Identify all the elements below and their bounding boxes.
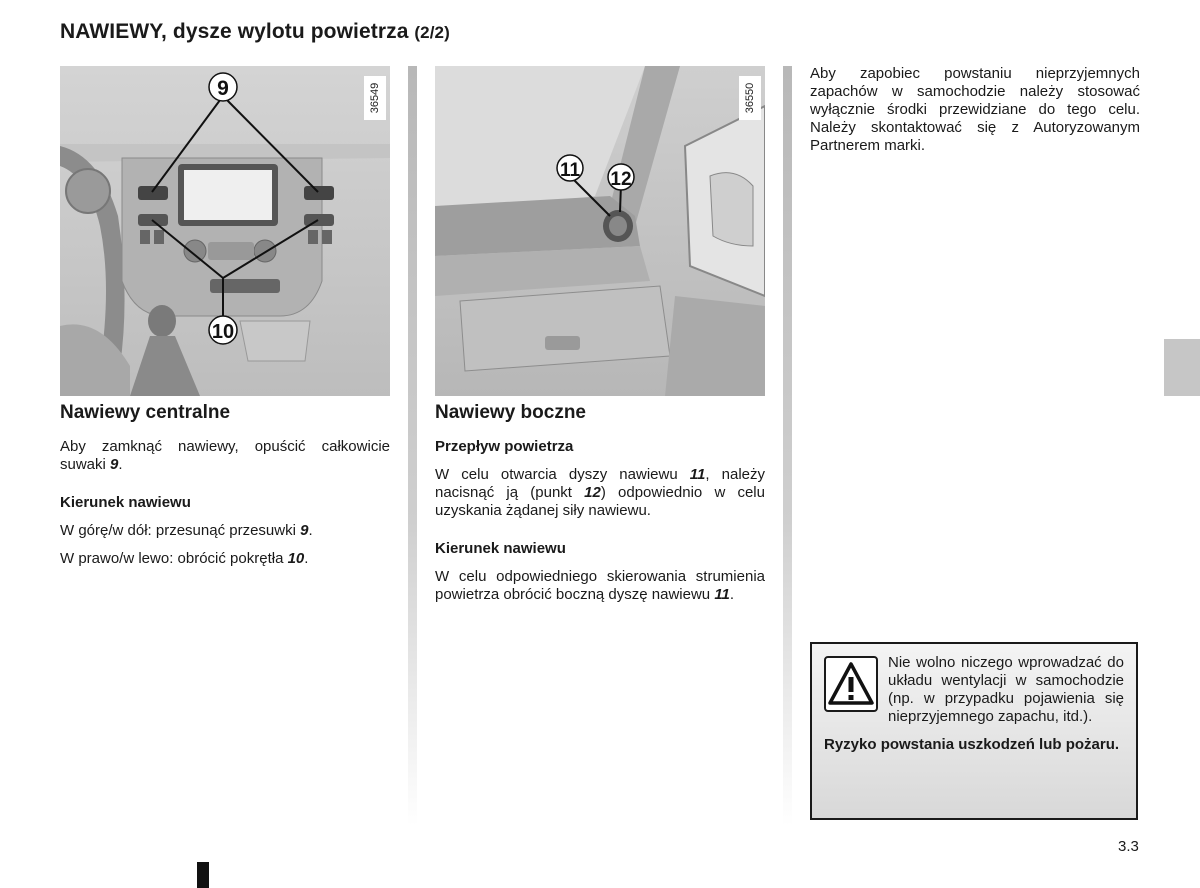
paragraph: Aby zamknąć nawiewy, opuścić całkowicie suwaki 9. [60,438,390,473]
subheading-direction: Kierunek nawiewu [435,540,566,557]
left-column [60,404,390,578]
section-heading-side: Nawiewy boczne [435,402,586,423]
warning-box [810,642,1138,820]
figure-central-vents [60,66,390,396]
chapter-tab [1164,339,1200,396]
paragraph: W górę/w dół: przesunąć przesuwki 9. [60,522,313,539]
paragraph: W celu odpowiedniego skierowania strumienia powietrza obrócić boczną dyszę nawiewu 11. [435,568,765,603]
dashboard-illustration [60,66,390,396]
paragraph: W celu otwarcia dyszy nawiewu 11, należy nacisnąć ją (punkt 12) odpowiednio w celu uzyskania żądanej siły nawiewu. [435,466,765,519]
callout-9-label: 9 [217,77,229,100]
page-title [60,20,450,44]
column-separator [408,66,417,826]
callout-11-label: 11 [559,160,581,181]
subheading-airflow: Przepływ powietrza [435,438,574,455]
section-heading-central: Nawiewy centralne [60,402,231,423]
page-title-text: NAWIEWY, dysze wylotu powietrza [60,20,409,43]
warning-triangle-icon [824,656,878,712]
subheading-direction: Kierunek nawiewu [60,494,191,511]
figure-code: 36549 [364,76,386,120]
figure-code: 36550 [739,76,761,120]
middle-column [435,404,765,614]
callout-12-label: 12 [610,169,632,190]
side-vent-illustration [435,66,765,396]
right-column [810,65,1140,165]
column-separator [783,66,792,826]
figure-side-vents [435,66,765,396]
paragraph: W prawo/w lewo: obrócić pokrętła 10. [60,550,309,567]
crop-mark [197,862,209,888]
page-part: (2/2) [414,23,450,42]
paragraph: Aby zapobiec powstaniu nieprzyjemnych zapachów w samochodzie należy stosować wyłącznie środki przewidziane do tego celu. Należy skontaktować się z Autoryzowanym Partnerem marki. [810,65,1140,154]
callout-10-label: 10 [211,321,235,343]
warning-risk: Ryzyko powstania uszkodzeń lub pożaru. [824,736,1120,753]
warning-text: Nie wolno niczego wprowadzać do układu wentylacji w samochodzie (np. w przypadku pojawienia się nieprzyjemnego zapachu, itd.). [888,654,1124,725]
page-number: 3.3 [1118,838,1139,855]
